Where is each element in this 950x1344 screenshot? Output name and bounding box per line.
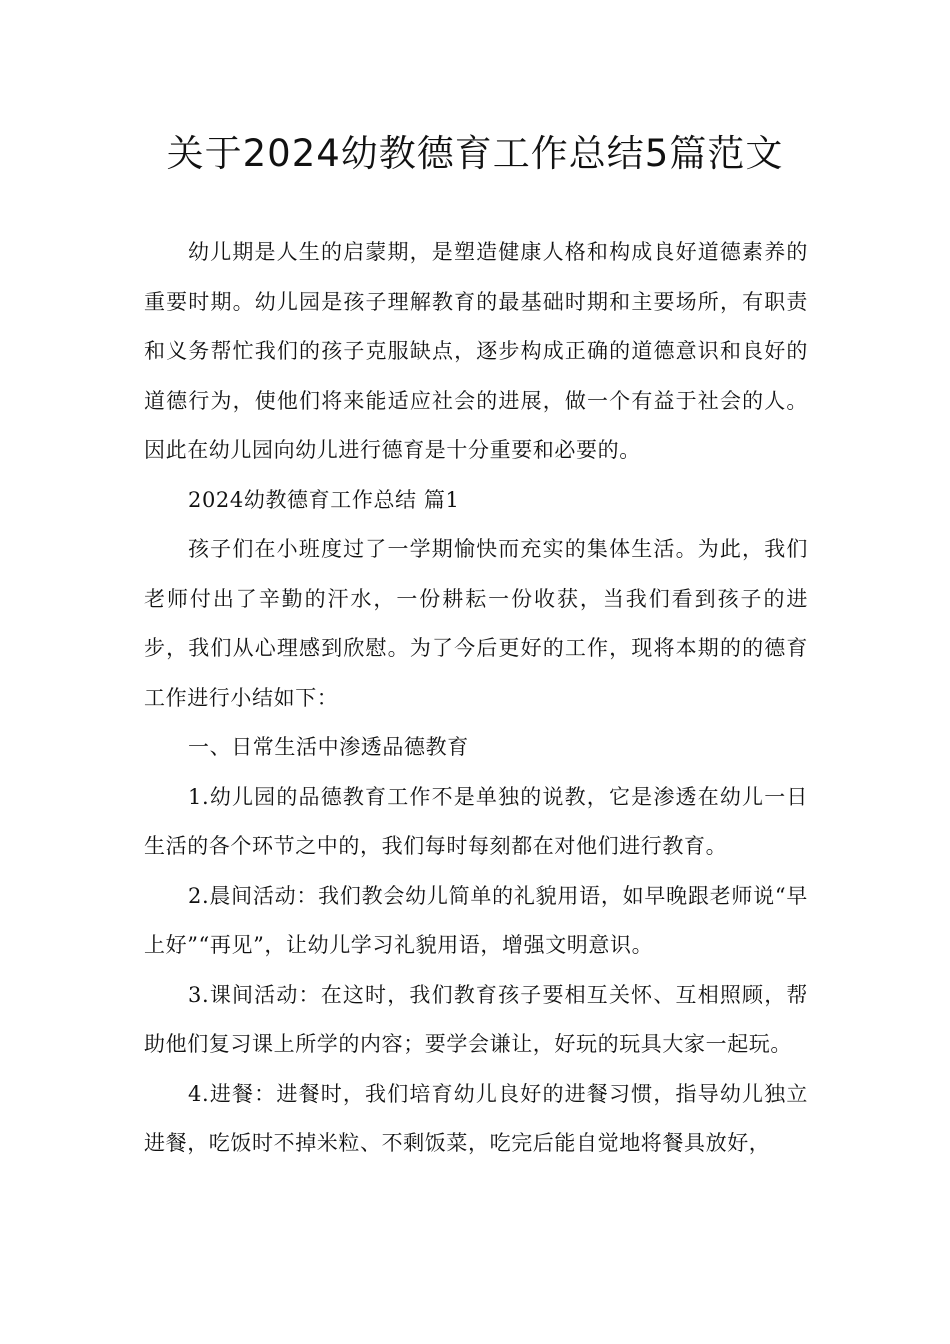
- section-heading-article-1: 2024幼教德育工作总结 篇1: [188, 487, 460, 512]
- body-paragraph: 孩子们在小班度过了一学期愉快而充实的集体生活。为此，我们老师付出了辛勤的汗水，一份耕耘一份收获，当我们看到孩子的进步，我们从心理感到欣慰。为了今后更好的工作，现将本期的的德育工作进行小结如下：: [144, 537, 808, 710]
- list-item-3: 3.课间活动：在这时，我们教育孩子要相互关怀、互相照顾，帮助他们复习课上所学的内容；要学会谦让，好玩的玩具大家一起玩。: [144, 982, 808, 1056]
- list-item-4: 4.进餐：进餐时，我们培育幼儿良好的进餐习惯，指导幼儿独立进餐，吃饭时不掉米粒、不剩饭菜，吃完后能自觉地将餐具放好，: [144, 1081, 808, 1155]
- list-item-1: 1.幼儿园的品德教育工作不是单独的说教，它是渗透在幼儿一日生活的各个环节之中的，我们每时每刻都在对他们进行教育。: [144, 784, 808, 858]
- intro-paragraph: 幼儿期是人生的启蒙期，是塑造健康人格和构成良好道德素养的重要时期。幼儿园是孩子理解教育的最基础时期和主要场所，有职责和义务帮忙我们的孩子克服缺点，逐步构成正确的道德意识和良好的道德行为，使他们将来能适应社会的进展，做一个有益于社会的人。因此在幼儿园向幼儿进行德育是十分重要和必要的。: [144, 240, 808, 462]
- document-body: [144, 228, 808, 1169]
- list-item-2: 2.晨间活动：我们教会幼儿简单的礼貌用语，如早晚跟老师说“早上好”“再见”，让幼儿学习礼貌用语，增强文明意识。: [144, 883, 808, 957]
- section-heading-daily-life: 一、日常生活中渗透品德教育: [188, 735, 469, 759]
- document-title: 关于2024幼教德育工作总结5篇范文: [166, 132, 784, 175]
